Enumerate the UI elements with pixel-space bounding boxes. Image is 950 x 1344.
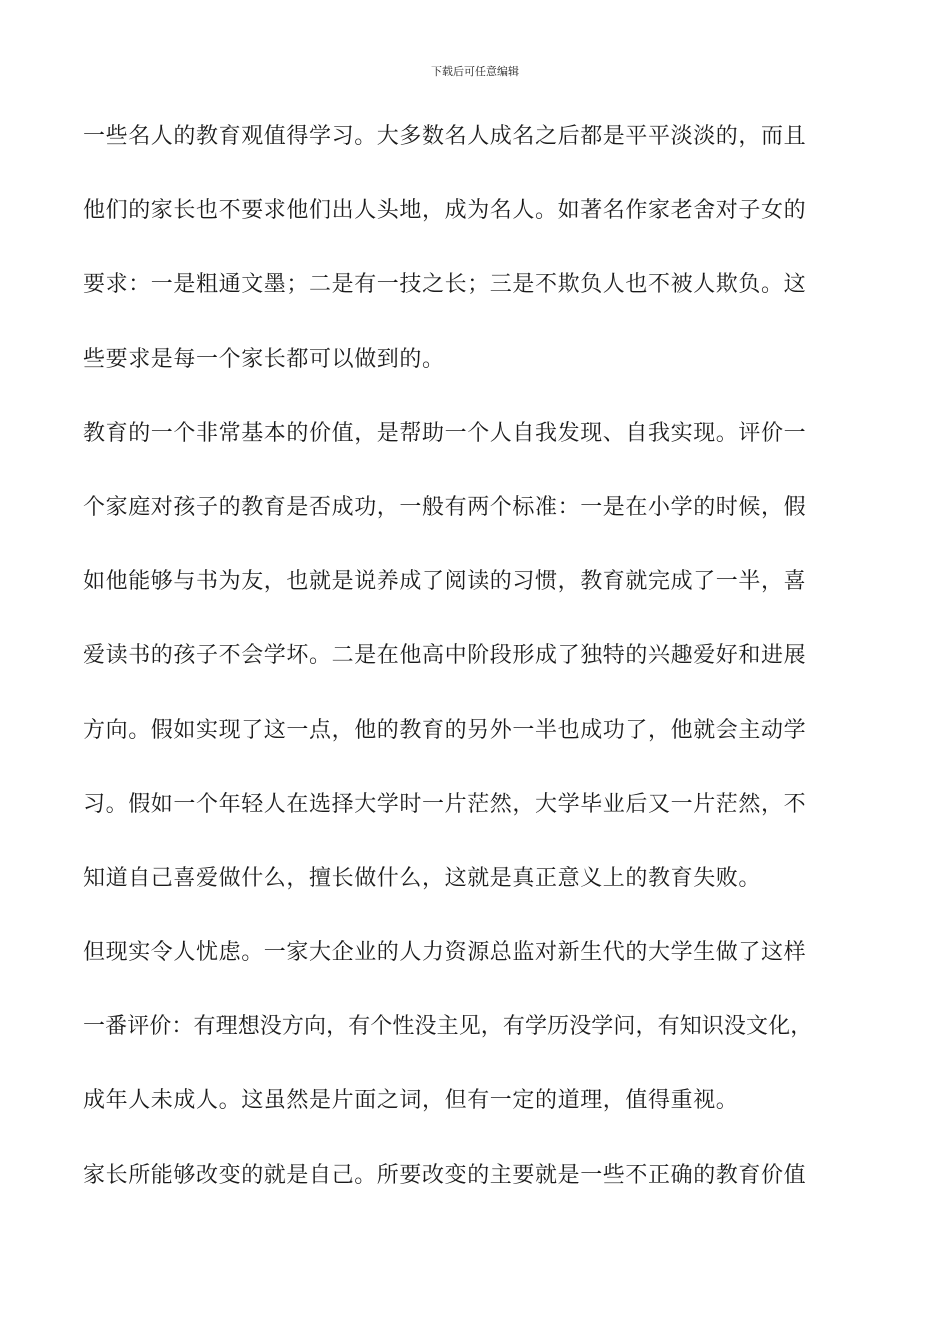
text-line: 成年人未成人。这虽然是片面之词，但有一定的道理，值得重视。	[83, 1088, 739, 1114]
text-line: 要求：一是粗通文墨；二是有一技之长；三是不欺负人也不被人欺负。这	[83, 272, 807, 298]
text-line: 教育的一个非常基本的价值，是帮助一个人自我发现、自我实现。评价一	[83, 420, 807, 446]
text-line: 但现实令人忧虑。一家大企业的人力资源总监对新生代的大学生做了这样	[83, 940, 807, 966]
text-line: 方向。假如实现了这一点，他的教育的另外一半也成功了，他就会主动学	[83, 717, 807, 743]
text-line: 些要求是每一个家长都可以做到的。	[83, 346, 445, 372]
text-line: 他们的家长也不要求他们出人头地，成为名人。如著名作家老舍对子女的	[83, 198, 807, 224]
text-line: 个家庭对孩子的教育是否成功，一般有两个标准：一是在小学的时候，假	[83, 494, 807, 520]
text-line: 如他能够与书为友，也就是说养成了阅读的习惯，教育就完成了一半，喜	[83, 569, 807, 595]
body-text	[83, 113, 883, 1226]
text-line: 爱读书的孩子不会学坏。二是在他高中阶段形成了独特的兴趣爱好和进展	[83, 643, 807, 669]
text-line: 习。假如一个年轻人在选择大学时一片茫然，大学毕业后又一片茫然，不	[83, 791, 807, 817]
text-line: 家长所能够改变的就是自己。所要改变的主要就是一些不正确的教育价值	[83, 1162, 807, 1188]
text-line: 一些名人的教育观值得学习。大多数名人成名之后都是平平淡淡的，而且	[83, 124, 807, 149]
text-line: 知道自己喜爱做什么，擅长做什么，这就是真正意义上的教育失败。	[83, 865, 762, 891]
text-line: 一番评价：有理想没方向，有个性没主见，有学历没学问，有知识没文化，	[83, 1014, 813, 1040]
page-header: 下载后可任意编辑	[431, 65, 519, 78]
